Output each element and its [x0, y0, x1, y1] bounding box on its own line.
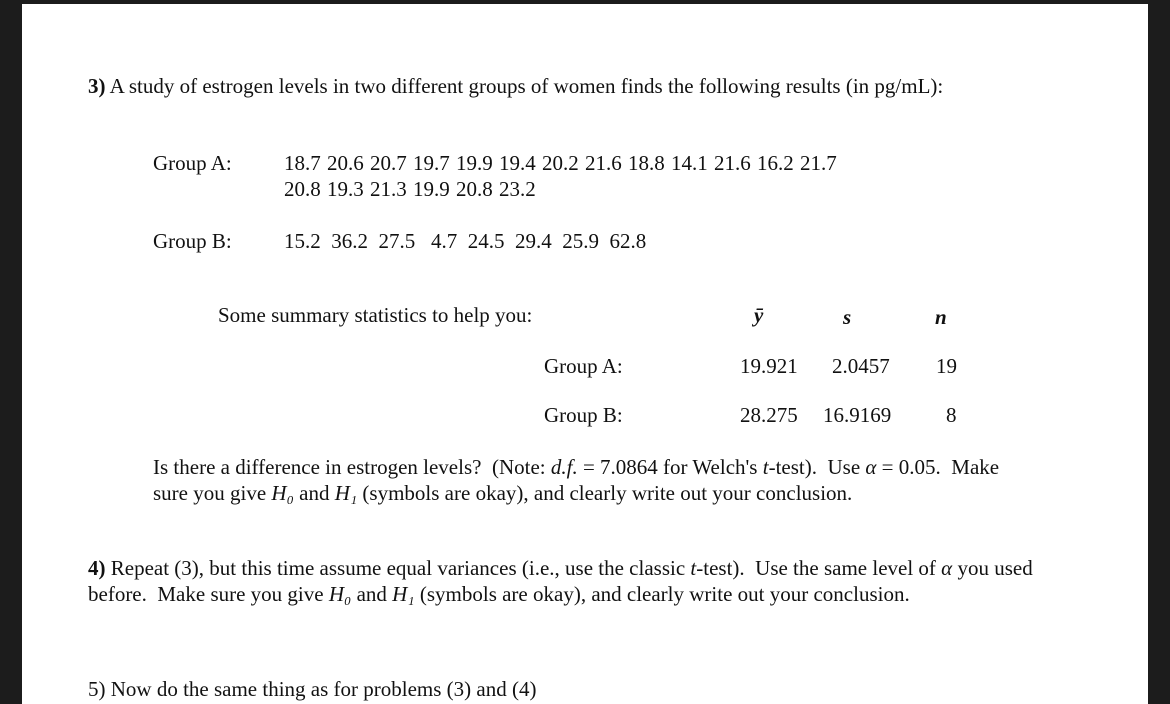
t-symbol: t	[690, 556, 697, 580]
row-b-label: Group B:	[544, 403, 623, 427]
prompt-text: (symbols are okay), and clearly write out your conclusion.	[414, 582, 910, 606]
question-5-cutoff: 5) Now do the same thing as for problems (3) and (4)	[88, 677, 537, 701]
h0-symbol: H₀	[271, 481, 294, 505]
prompt-text: -test). Use	[768, 455, 866, 479]
t-symbol: t	[762, 455, 769, 479]
prompt-text: before. Make sure you give	[88, 582, 329, 606]
row-a-s: 2.0457	[832, 354, 890, 378]
question-4-line2	[88, 581, 910, 607]
prompt-text: = 7.0864 for Welch's	[577, 455, 763, 479]
prompt-text: Is there a difference in estrogen levels? (Note:	[153, 455, 551, 479]
prompt-text: (symbols are okay), and clearly write out your conclusion.	[357, 481, 853, 505]
group-b-label: Group B:	[153, 229, 232, 253]
header-n: n	[935, 305, 947, 329]
document-page	[22, 4, 1148, 704]
prompt-text: Repeat (3), but this time assume equal variances (i.e., use the classic	[110, 556, 691, 580]
alpha-symbol: α	[865, 455, 877, 479]
question-3-prompt-line1	[153, 454, 999, 480]
prompt-text: and	[293, 481, 335, 505]
df-symbol: d.f.	[550, 455, 578, 479]
row-a-n: 19	[936, 354, 957, 378]
h1-symbol: H₁	[334, 481, 358, 505]
header-ybar: ȳ	[754, 303, 764, 327]
question-4-number: 4)	[88, 556, 106, 580]
group-a-values-line1: 18.7 20.6 20.7 19.7 19.9 19.4 20.2 21.6 18.8 14.1 21.6 16.2 21.7	[284, 151, 837, 175]
h1-symbol: H₁	[392, 582, 415, 606]
row-b-ybar: 28.275	[740, 403, 798, 427]
prompt-text: and	[351, 582, 393, 606]
group-a-values-line2: 20.8 19.3 21.3 19.9 20.8 23.2	[284, 177, 536, 201]
question-3-heading	[88, 73, 943, 99]
h0-symbol: H₀	[328, 582, 352, 606]
question-3-intro: A study of estrogen levels in two different groups of women finds the following results (in pg/mL):	[109, 74, 944, 98]
alpha-symbol: α	[941, 556, 953, 580]
row-b-n: 8	[946, 403, 957, 427]
row-a-label: Group A:	[544, 354, 623, 378]
prompt-text: sure you give	[153, 481, 272, 505]
header-s: s	[843, 305, 852, 329]
prompt-text: = 0.05. Make	[876, 455, 1000, 479]
row-a-ybar: 19.921	[740, 354, 798, 378]
summary-intro: Some summary statistics to help you:	[218, 303, 533, 327]
question-4-line1	[88, 555, 1033, 581]
group-a-label: Group A:	[153, 151, 232, 175]
question-3-number: 3)	[88, 74, 106, 98]
question-3-prompt-line2	[153, 480, 852, 506]
group-b-values: 15.2 36.2 27.5 4.7 24.5 29.4 25.9 62.8	[284, 229, 647, 253]
prompt-text: -test). Use the same level of	[696, 556, 942, 580]
row-b-s: 16.9169	[823, 403, 892, 427]
prompt-text: you used	[952, 556, 1033, 580]
